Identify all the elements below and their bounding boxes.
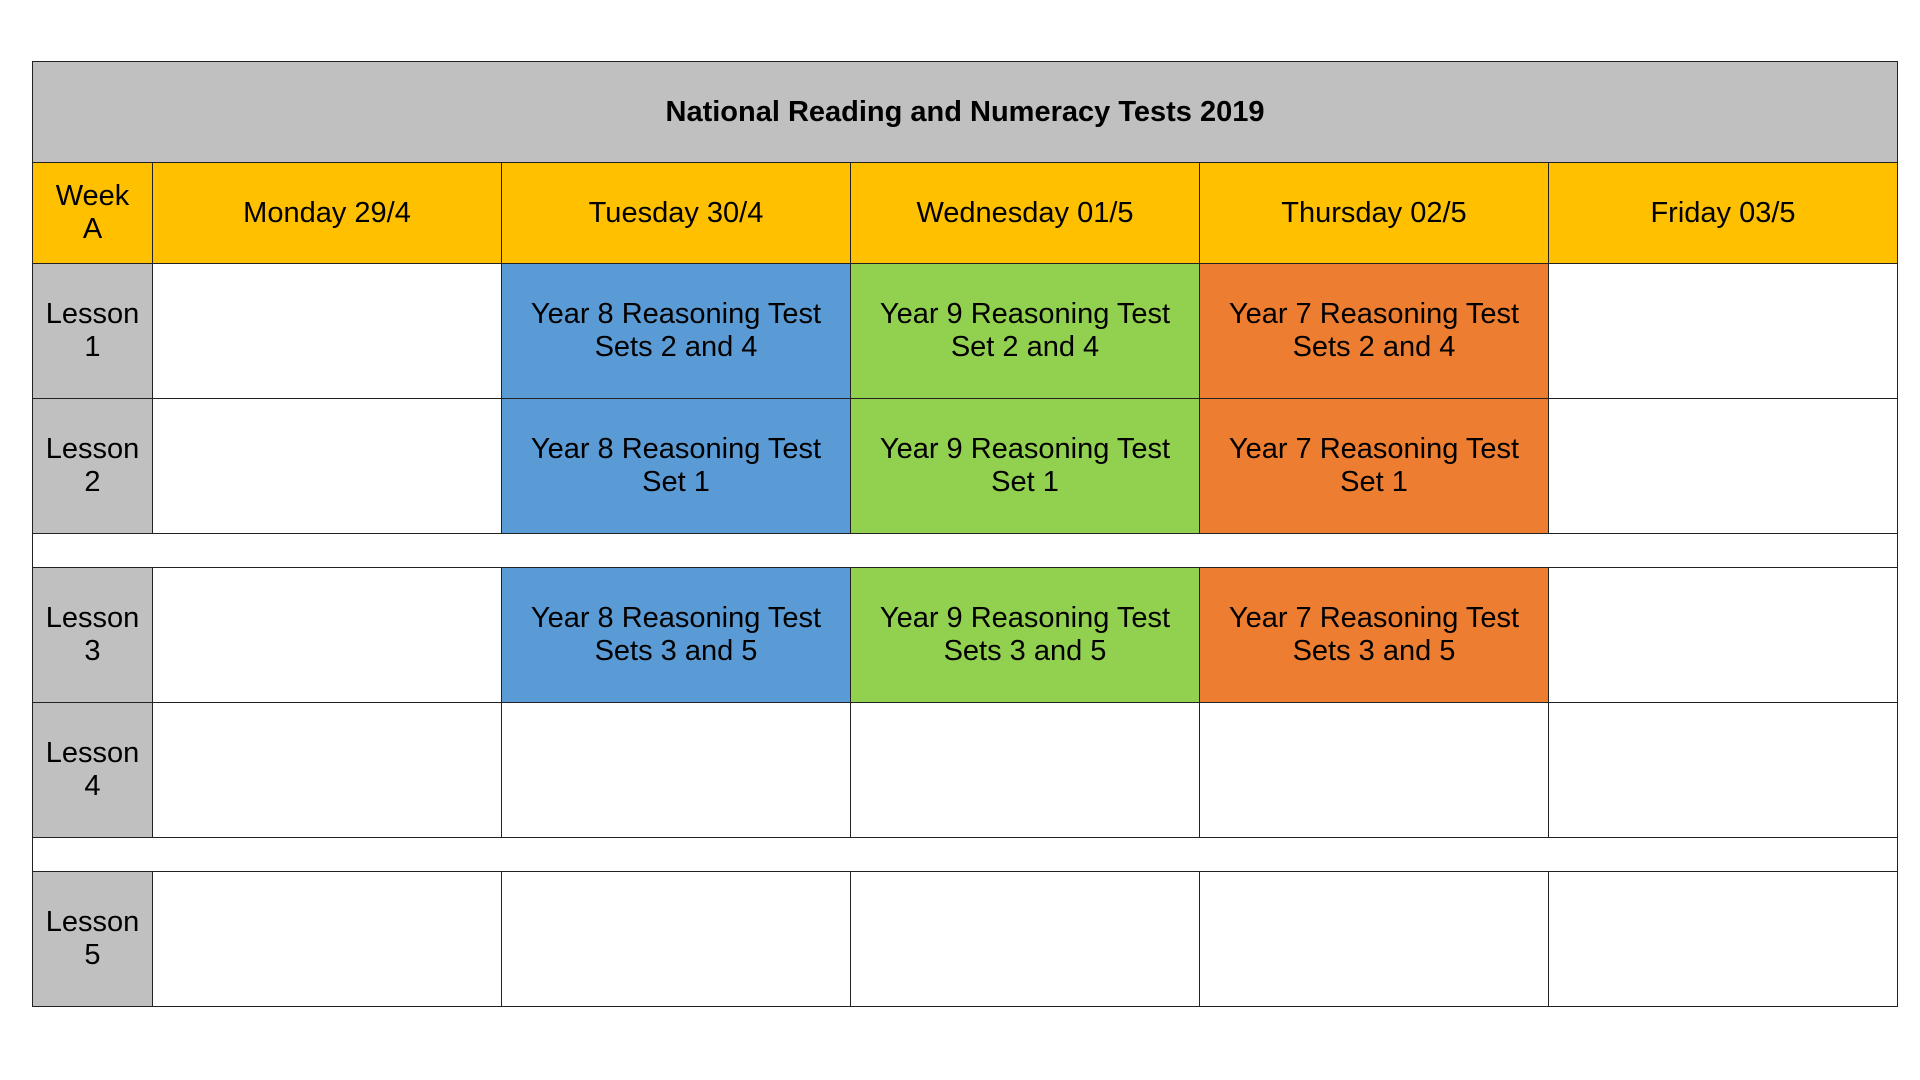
lesson-cell-tuesday (502, 872, 851, 1007)
test-text: Year 7 Reasoning Test (1228, 298, 1520, 330)
break-row (33, 534, 1898, 568)
day-header-tuesday: Tuesday 30/4 (502, 163, 851, 264)
lesson-row (33, 399, 1898, 534)
test-text: Year 9 Reasoning Test (879, 298, 1171, 330)
lesson-cell-wednesday (851, 872, 1200, 1007)
lesson-cell-thursday (1200, 568, 1549, 703)
lesson-cell-friday (1549, 703, 1898, 838)
lesson-cell-wednesday (851, 703, 1200, 838)
day-header-thursday: Thursday 02/5 (1200, 163, 1549, 264)
break-cell (33, 534, 1898, 568)
break-cell (33, 838, 1898, 872)
lesson-label (33, 872, 153, 1007)
lesson-cell-monday (153, 872, 502, 1007)
week-label (33, 163, 153, 264)
lesson-cell-tuesday (502, 703, 851, 838)
test-text: Set 1 (991, 466, 1059, 498)
test-text: Sets 2 and 4 (1292, 331, 1456, 363)
table-title: National Reading and Numeracy Tests 2019 (33, 62, 1898, 163)
test-text: Year 9 Reasoning Test (879, 433, 1171, 465)
week-label-line: A (82, 213, 103, 245)
lesson-cell-friday (1549, 872, 1898, 1007)
lesson-label (33, 568, 153, 703)
lesson-cell-tuesday (502, 264, 851, 399)
lesson-row (33, 703, 1898, 838)
test-text: Year 8 Reasoning Test (530, 433, 822, 465)
day-header-friday: Friday 03/5 (1549, 163, 1898, 264)
test-text: Year 9 Reasoning Test (879, 602, 1171, 634)
lesson-cell-monday (153, 264, 502, 399)
lesson-label-line: Lesson (45, 602, 140, 634)
lesson-label-line: 2 (84, 466, 101, 498)
lesson-cell-monday (153, 399, 502, 534)
test-text: Year 7 Reasoning Test (1228, 433, 1520, 465)
lesson-cell-friday (1549, 568, 1898, 703)
week-label-line: Week (55, 180, 130, 212)
lesson-label-line: Lesson (45, 433, 140, 465)
test-text: Sets 3 and 5 (1292, 635, 1456, 667)
lesson-row (33, 264, 1898, 399)
lesson-label-line: Lesson (45, 298, 140, 330)
lesson-cell-thursday (1200, 264, 1549, 399)
title-row (33, 62, 1898, 163)
lesson-label-line: Lesson (45, 906, 140, 938)
lesson-cell-friday (1549, 264, 1898, 399)
lesson-row (33, 872, 1898, 1007)
lesson-row (33, 568, 1898, 703)
test-text: Set 1 (642, 466, 710, 498)
lesson-label-line: 5 (84, 939, 101, 971)
test-text: Year 7 Reasoning Test (1228, 602, 1520, 634)
test-text: Sets 2 and 4 (594, 331, 758, 363)
lesson-cell-thursday (1200, 703, 1549, 838)
lesson-cell-thursday (1200, 399, 1549, 534)
lesson-label (33, 399, 153, 534)
lesson-label-line: 4 (84, 770, 101, 802)
test-text: Year 8 Reasoning Test (530, 602, 822, 634)
lesson-cell-monday (153, 568, 502, 703)
day-header-wednesday: Wednesday 01/5 (851, 163, 1200, 264)
break-row (33, 838, 1898, 872)
lesson-cell-tuesday (502, 399, 851, 534)
test-text: Set 2 and 4 (950, 331, 1100, 363)
lesson-label (33, 264, 153, 399)
lesson-cell-friday (1549, 399, 1898, 534)
lesson-cell-wednesday (851, 568, 1200, 703)
lesson-label-line: 3 (84, 635, 101, 667)
lesson-cell-wednesday (851, 264, 1200, 399)
test-text: Sets 3 and 5 (594, 635, 758, 667)
lesson-cell-tuesday (502, 568, 851, 703)
day-header-monday: Monday 29/4 (153, 163, 502, 264)
test-text: Year 8 Reasoning Test (530, 298, 822, 330)
lesson-cell-thursday (1200, 872, 1549, 1007)
lesson-cell-wednesday (851, 399, 1200, 534)
timetable (32, 61, 1898, 1007)
lesson-label-line: Lesson (45, 737, 140, 769)
header-row (33, 163, 1898, 264)
test-text: Set 1 (1340, 466, 1408, 498)
lesson-cell-monday (153, 703, 502, 838)
test-text: Sets 3 and 5 (943, 635, 1107, 667)
lesson-label-line: 1 (84, 331, 101, 363)
lesson-label (33, 703, 153, 838)
